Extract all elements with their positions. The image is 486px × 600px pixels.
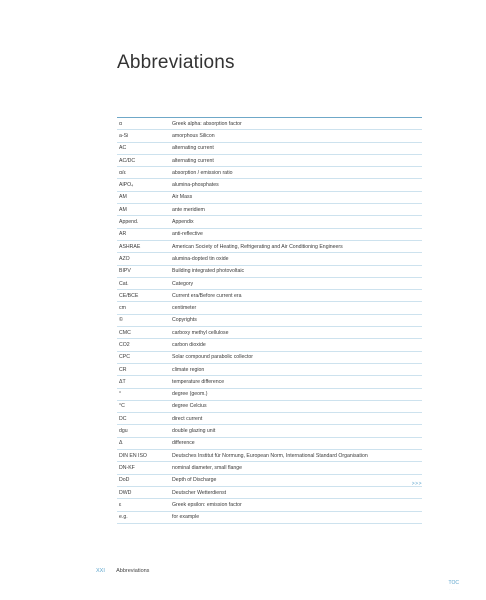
abbreviation-cell: DN-KF [117,462,170,474]
abbreviation-cell: AlPO₄ [117,179,170,191]
abbreviation-cell: CO2 [117,339,170,351]
table-row [117,228,422,240]
table-row [117,339,422,351]
definition-cell: Building integrated photovoltaic [170,265,422,277]
table-row [117,314,422,326]
abbreviation-cell: ° [117,388,170,400]
definition-cell: Copyrights [170,314,422,326]
abbreviation-cell: a-Si [117,130,170,142]
abbreviation-cell: AC/DC [117,154,170,166]
definition-cell: double glazing unit [170,425,422,437]
table-row [117,511,422,523]
definition-cell: Air Mass [170,191,422,203]
table-row [117,474,422,486]
definition-cell: temperature difference [170,376,422,388]
footer-page-number: XXI [96,568,105,574]
abbreviations-table-body [117,118,422,523]
table-row [117,253,422,265]
definition-cell: Appendix [170,216,422,228]
abbreviations-table [117,118,422,524]
abbreviation-cell: α [117,118,170,130]
table-row [117,154,422,166]
abbreviation-cell: Append. [117,216,170,228]
abbreviation-cell: DC [117,413,170,425]
definition-cell: alternating current [170,154,422,166]
definition-cell: Deutsches Institut für Normung, European Norm, International Standard Organisation [170,450,422,462]
definition-cell: Greek epsilon: emission factor [170,499,422,511]
table-row [117,240,422,252]
toc-label: TOC [448,580,459,586]
table-row [117,204,422,216]
abbreviation-cell: ε [117,499,170,511]
toc-dots: ..... [449,587,459,591]
abbreviation-cell: °C [117,400,170,412]
abbreviation-cell: DIN EN ISO [117,450,170,462]
table-row [117,277,422,289]
table-row [117,413,422,425]
definition-cell: Solar compound parabolic collector [170,351,422,363]
abbreviation-cell: CMC [117,327,170,339]
definition-cell: centimeter [170,302,422,314]
definition-cell: alumina-dopted tin oxide [170,253,422,265]
abbreviation-cell: AM [117,204,170,216]
table-row [117,351,422,363]
definition-cell: alternating current [170,142,422,154]
definition-cell: carbon dioxide [170,339,422,351]
table-row [117,290,422,302]
table-row [117,376,422,388]
abbreviation-cell: BIPV [117,265,170,277]
table-row [117,425,422,437]
table-row [117,327,422,339]
abbreviation-cell: AM [117,191,170,203]
table-row [117,130,422,142]
table-row [117,302,422,314]
definition-cell: degree Celcius [170,400,422,412]
abbreviation-cell: © [117,314,170,326]
page-title: Abbreviations [117,52,235,73]
abbreviation-cell: DoD [117,474,170,486]
definition-cell: Current era/Before current era [170,290,422,302]
table-row [117,179,422,191]
definition-cell: direct current [170,413,422,425]
abbreviation-cell: CE/BCE [117,290,170,302]
definition-cell: Category [170,277,422,289]
definition-cell: ante meridiem [170,204,422,216]
toc-link[interactable] [449,580,459,591]
table-row [117,450,422,462]
table-row [117,437,422,449]
definition-cell: American Society of Heating, Refrigerating and Air Conditioning Engineers [170,240,422,252]
definition-cell: Depth of Discharge [170,474,422,486]
abbreviation-cell: ΔT [117,376,170,388]
definition-cell: difference [170,437,422,449]
abbreviation-cell: CR [117,363,170,375]
abbreviation-cell: CPC [117,351,170,363]
definition-cell: degree (geom.) [170,388,422,400]
table-row [117,400,422,412]
abbreviation-cell: Δ [117,437,170,449]
definition-cell: amorphous Silicon [170,130,422,142]
definition-cell: alumina-phosphates [170,179,422,191]
definition-cell: absorption / emission ratio [170,167,422,179]
table-row [117,363,422,375]
abbreviation-cell: ASHRAE [117,240,170,252]
abbreviation-cell: DWD [117,486,170,498]
footer-section-title: Abbreviations [116,568,150,574]
table-row [117,265,422,277]
abbreviations-table-container [117,117,422,524]
definition-cell: for example [170,511,422,523]
table-row [117,191,422,203]
abbreviation-cell: e.g. [117,511,170,523]
abbreviation-cell: AR [117,228,170,240]
table-row [117,388,422,400]
abbreviation-cell: AZO [117,253,170,265]
table-row [117,462,422,474]
abbreviation-cell: Cat. [117,277,170,289]
next-page-link[interactable]: >>> [411,481,422,487]
abbreviation-cell: AC [117,142,170,154]
definition-cell: climate region [170,363,422,375]
definition-cell: nominal diameter, small flange [170,462,422,474]
abbreviation-cell: dgu [117,425,170,437]
abbreviation-cell: cm [117,302,170,314]
definition-cell: Greek alpha: absorption factor [170,118,422,130]
table-row [117,486,422,498]
table-row [117,142,422,154]
abbreviation-cell: α/ε [117,167,170,179]
table-row [117,118,422,130]
definition-cell: carboxy methyl cellulose [170,327,422,339]
page-footer [96,568,149,574]
definition-cell: Deutscher Wetterdienst [170,486,422,498]
table-row [117,167,422,179]
definition-cell: anti-reflective [170,228,422,240]
table-row [117,499,422,511]
table-row [117,216,422,228]
